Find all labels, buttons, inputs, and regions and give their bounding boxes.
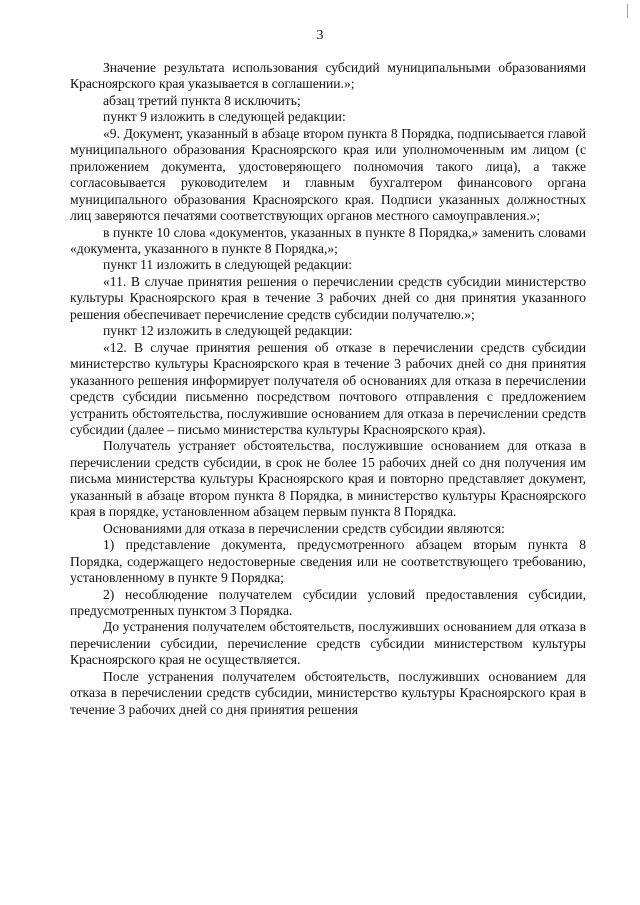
paragraph: пункт 11 изложить в следующей редакции:: [103, 257, 353, 273]
page-number: 3: [316, 28, 324, 43]
document-body: [70, 60, 586, 718]
paragraph: 1) представление документа, предусмотренного абзацем вторым пункта 8 Порядка, содержащего недостоверные сведения или не соответствующего требованию, установленному в пункте 9 Порядка;: [70, 537, 586, 586]
paragraph: пункт 9 изложить в следующей редакции:: [103, 109, 346, 125]
paragraph: «9. Документ, указанный в абзаце втором пункта 8 Порядка, подписывается главой муниципального образования Красноярского края или уполномоченным им лицом (с приложением документа, удостоверяющего полномочия такого лица), а также согласовывается руководителем и главным бухгалтером финансового органа муниципального образования Красноярского края. Подписи указанных должностных лиц заверяются печатями соответствующих органов местного самоуправления.»;: [70, 125, 586, 224]
paragraph: Значение результата использования субсидий муниципальными образованиями Красноярского края указывается в соглашении.»;: [70, 60, 586, 92]
paragraph: До устранения получателем обстоятельств, послуживших основанием для отказа в перечислении субсидии, перечисление средств субсидии министерством культуры Красноярского края не осуществляется.: [70, 619, 586, 668]
paragraph: абзац третий пункта 8 исключить;: [103, 92, 301, 108]
margin-tick-mark: [627, 4, 632, 18]
paragraph: «12. В случае принятия решения об отказе в перечислении средств субсидии министерство культуры Красноярского края в течение 3 рабочих дней со дня принятия указанного решения информирует получателя об основаниях для отказа в перечислении средств субсидии письменно посредством почтового отправления с предложением устранить обстоятельства, послужившие основанием для отказа в перечислении средств субсидии (далее – письмо министерства культуры Красноярского края).: [70, 339, 586, 437]
paragraph: Получатель устраняет обстоятельства, послужившие основанием для отказа в перечислении средств субсидии, в срок не более 15 рабочих дней со дня получения им письма министерства культуры Красноярского края и повторно представляет документ, указанный в абзаце втором пункта 8 Порядка, в министерство культуры Красноярского края в порядке, установленном абзацем первым пункта 8 Порядка.: [70, 438, 586, 520]
paragraph: После устранения получателем обстоятельств, послуживших основанием для отказа в перечислении средств субсидии, министерство культуры Красноярского края в течение 3 рабочих дней со дня принятия решения: [70, 668, 586, 717]
paragraph: 2) несоблюдение получателем субсидии условий предоставления субсидии, предусмотренных пунктом 3 Порядка.: [70, 586, 586, 618]
paragraph: в пункте 10 слова «документов, указанных в пункте 8 Порядка,» заменить словами «документа, указанного в пункте 8 Порядка,»;: [70, 224, 586, 256]
paragraph: «11. В случае принятия решения о перечислении средств субсидии министерство культуры Красноярского края в течение 3 рабочих дней со дня принятия указанного решения обеспечивает перечисление средств субсидии получателю.»;: [70, 273, 586, 322]
paragraph: Основаниями для отказа в перечислении средств субсидии являются:: [103, 520, 505, 536]
paragraph: пункт 12 изложить в следующей редакции:: [103, 323, 353, 339]
